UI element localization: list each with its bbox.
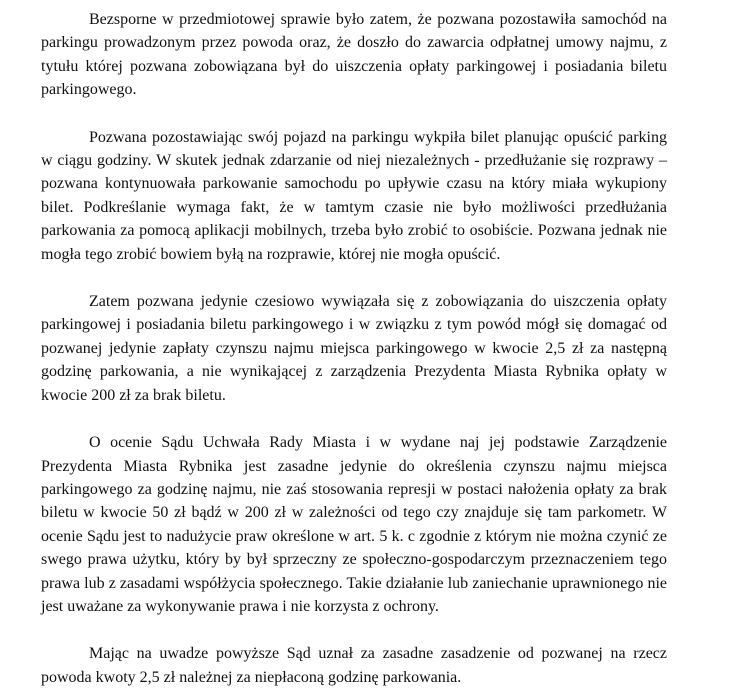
paragraph-1: Bezsporne w przedmiotowej sprawie było zatem, że pozwana pozostawiła samochód na parkingu prowadzonym przez powoda oraz, że doszło do zawarcia odpłatnej umowy najmu, z tytułu której pozwana zobowiązana był do uiszczenia opłaty parkingowej i posiadania biletu parkingowego.: [41, 11, 667, 99]
paragraph-4: O ocenie Sądu Uchwała Rady Miasta i w wydane naj jej podstawie Zarządzenie Prezydenta Miasta Rybnika jest zasadne jedynie do określenia czynszu najmu miejsca parkingowego za godzinę najmu, nie zaś stosowania represji w postaci nałożenia opłaty za brak biletu w kwocie 50 zł bądź w 200 zł w zależności od tego czy znajduje się tam parkometr. W ocenie Sądu jest to nadużycie praw określone w art. 5 k. c zgodnie z którym nie można czynić ze swego prawa użytku, który by był sprzeczny ze społeczno-gospodarczym przeznaczeniem tego prawa lub z zasadami współżycia społecznego. Takie działanie lub zaniechanie uprawnionego nie jest uważane za wykonywanie prawa i nie korzysta z ochrony.: [41, 434, 667, 615]
document-page: [41, 8, 667, 689]
paragraph-2: Pozwana pozostawiając swój pojazd na parkingu wykpiła bilet planując opuścić parking w ciągu godziny. W skutek jednak zdarzanie od niej niezależnych - przedłużanie się rozprawy – pozwana kontynuowała parkowanie samochodu po upływie czasu na który miała wykupiony bilet. Podkreślanie wymaga fakt, że w tamtym czasie nie było możliwości przedłużania parkowania za pomocą aplikacji mobilnych, trzeba było zrobić to osobiście. Pozwana jednak nie mogła tego zrobić bowiem byłą na rozprawie, której nie mogła opuścić.: [41, 128, 667, 263]
paragraph-5: Mając na uwadze powyższe Sąd uznał za zasadne zasadzenie od pozwanej na rzecz powoda kwoty 2,5 zł należnej za niepłaconą godzinę parkowania.: [41, 645, 667, 686]
paragraph-3: Zatem pozwana jedynie czesiowo wywiązała się z zobowiązania do uiszczenia opłaty parkingowej i posiadania biletu parkingowego i w związku z tym powód mógł się domagać od pozwanej jedynie zapłaty czynszu najmu miejsca parkingowego w kwocie 2,5 zł za następną godzinę parkowania, a nie wynikającej z zarządzenia Prezydenta Miasta Rybnika opłaty w kwocie 200 zł za brak biletu.: [41, 293, 667, 404]
